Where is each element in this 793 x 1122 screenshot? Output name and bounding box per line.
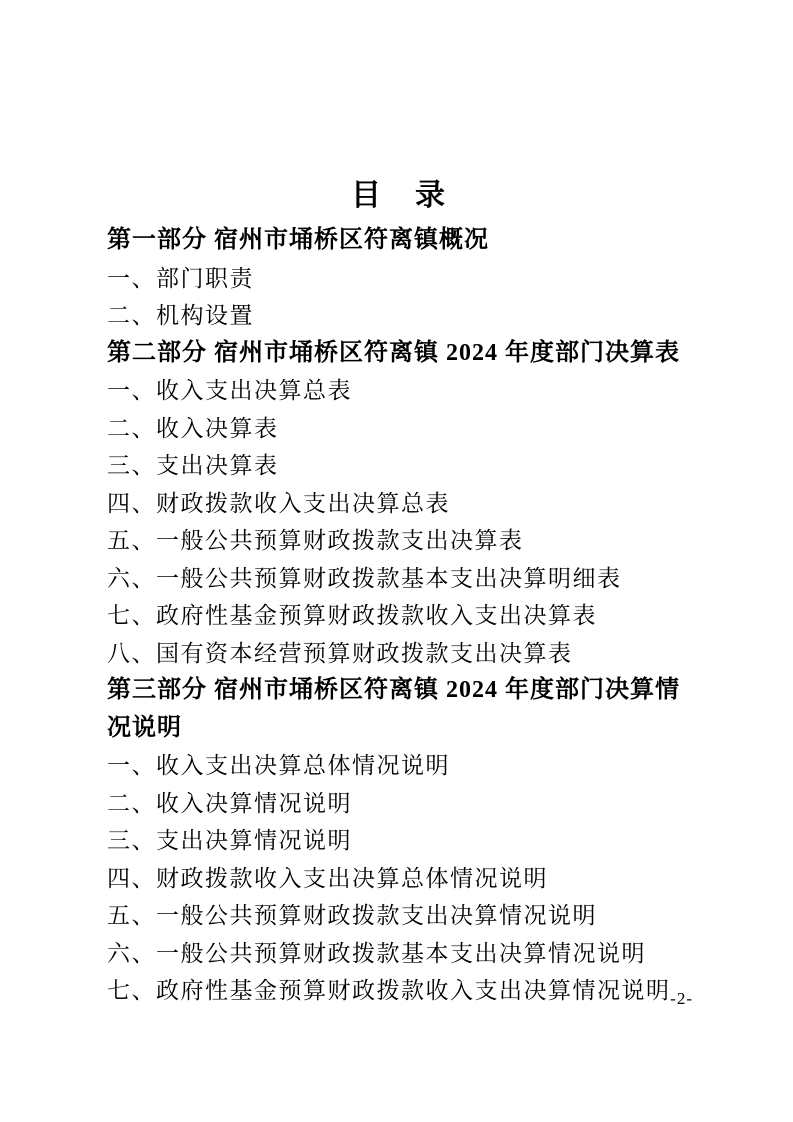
toc-item: 七、政府性基金预算财政拨款收入支出决算表 (107, 603, 597, 628)
toc-item: 二、收入决算情况说明 (107, 790, 352, 816)
toc-section-3 (107, 672, 691, 1010)
toc-item: 四、财政拨款收入支出决算总体情况说明 (107, 865, 548, 891)
toc-item: 一、部门职责 (107, 265, 254, 291)
toc-item: 八、国有资本经营预算财政拨款支出决算表 (107, 640, 573, 666)
toc-item: 七、政府性基金预算财政拨款收入支出决算情况说明 (107, 978, 671, 1003)
toc-item: 一、收入支出决算总体情况说明 (107, 753, 450, 778)
toc-item: 二、收入决算表 (107, 415, 279, 441)
toc-item: 三、支出决算情况说明 (107, 828, 352, 853)
toc-item: 三、支出决算表 (107, 453, 279, 478)
toc-item: 四、财政拨款收入支出决算总表 (107, 490, 450, 516)
page-title: 目 录 (351, 179, 447, 212)
toc-section-1-heading: 第一部分 宿州市埇桥区符离镇概况 (107, 227, 489, 253)
toc-content (107, 178, 691, 1010)
toc-section-2-heading: 第二部分 宿州市埇桥区符离镇 2024 年度部门决算表 (107, 339, 680, 366)
toc-section-1 (107, 222, 691, 335)
toc-item: 六、一般公共预算财政拨款基本支出决算明细表 (107, 565, 622, 591)
toc-section-3-heading: 第三部分 宿州市埇桥区符离镇 2024 年度部门决算情况说明 (107, 677, 680, 741)
toc-item: 五、一般公共预算财政拨款支出决算表 (107, 528, 524, 553)
toc-section-2 (107, 335, 691, 673)
page-number: -2- (670, 989, 693, 1008)
toc-item: 六、一般公共预算财政拨款基本支出决算情况说明 (107, 940, 646, 966)
toc-item: 一、收入支出决算总表 (107, 378, 352, 403)
toc-item: 五、一般公共预算财政拨款支出决算情况说明 (107, 903, 597, 928)
toc-item: 二、机构设置 (107, 303, 254, 328)
